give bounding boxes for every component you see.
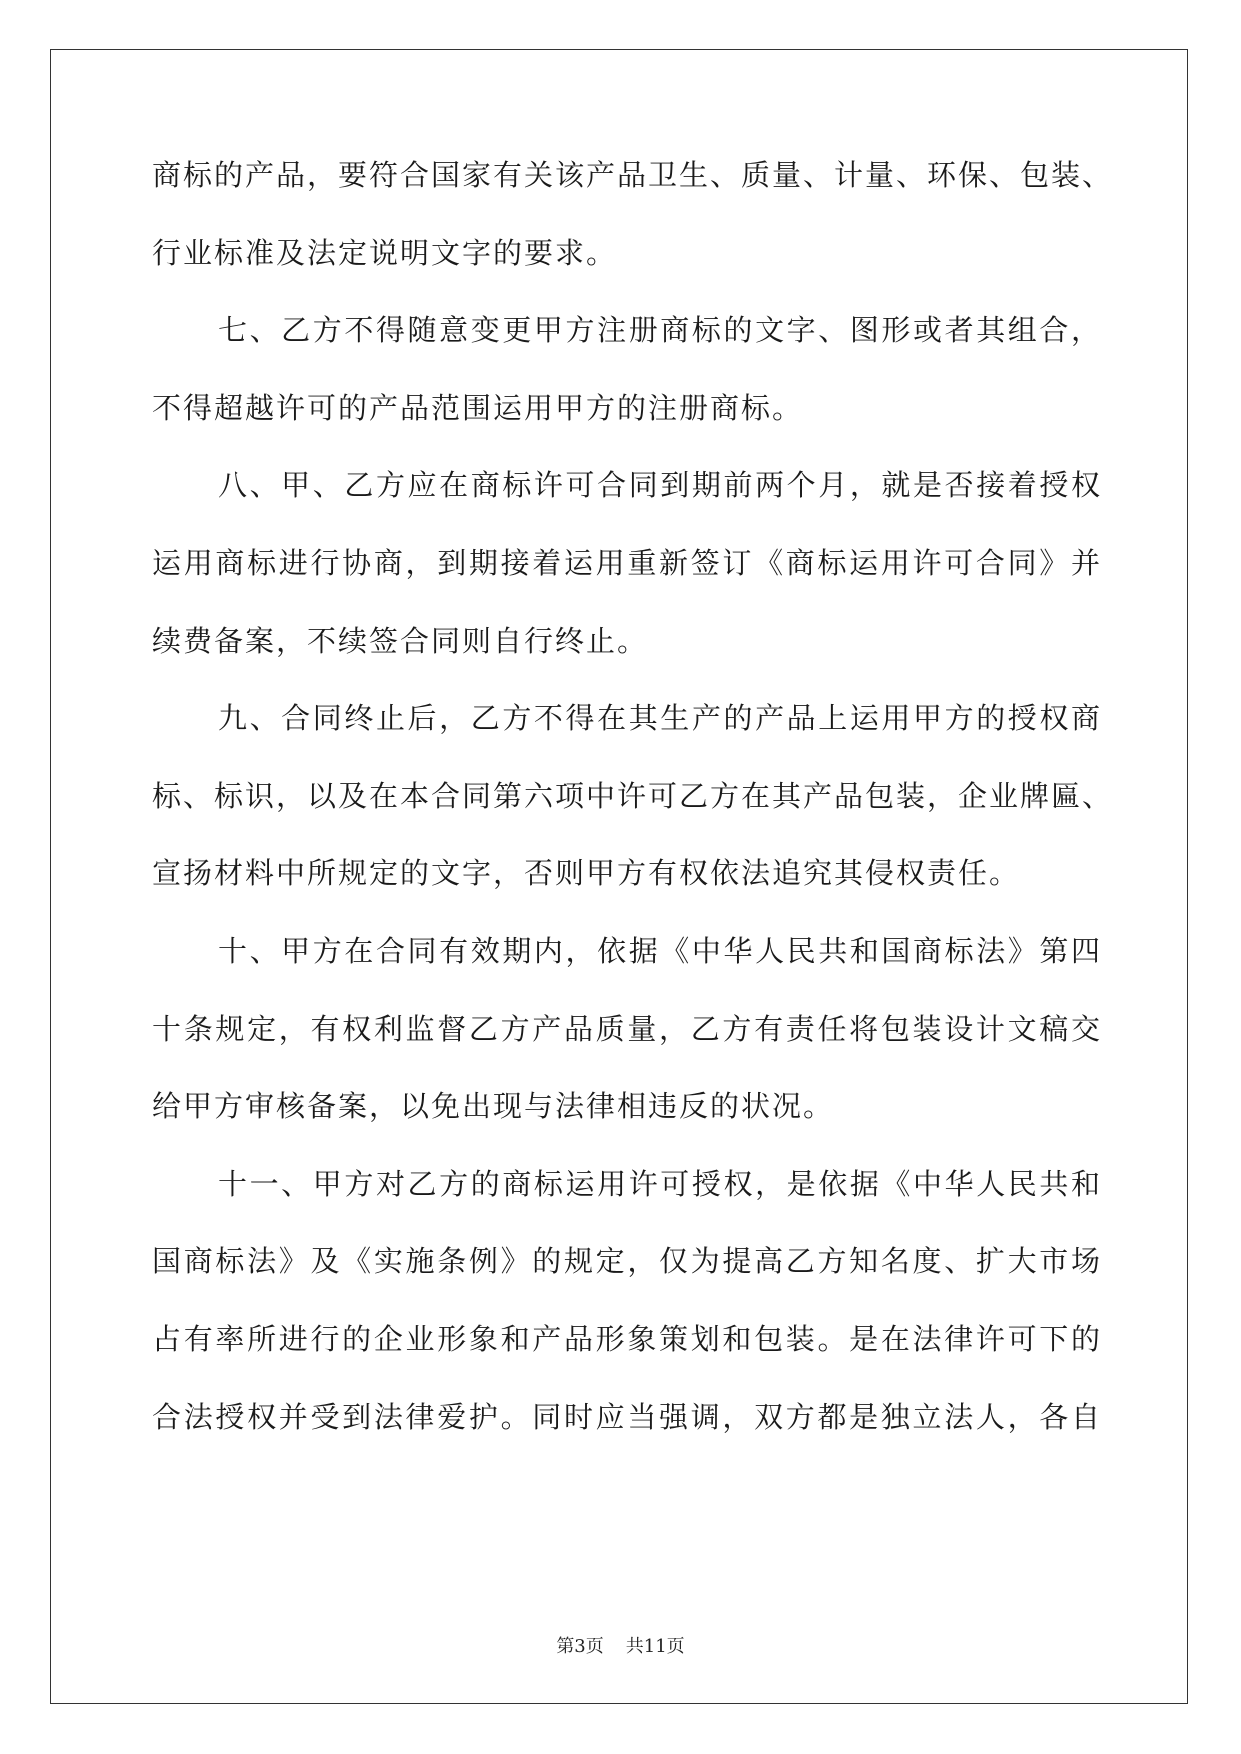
text-line-17: 合法授权并受到法律爱护。同时应当强调，双方都是独立法人，各自 [152,1399,1102,1434]
text-line-6: 运用商标进行协商，到期接着运用重新签订《商标运用许可合同》并 [152,545,1102,580]
text-line-16: 占有率所进行的企业形象和产品形象策划和包装。是在法律许可下的 [152,1321,1102,1356]
text-line-5: 八、甲、乙方应在商标许可合同到期前两个月，就是否接着授权 [218,468,1102,503]
text-line-2: 行业标准及法定说明文字的要求。 [152,235,618,270]
page-footer [0,1632,1241,1658]
page-number: 第3页 [556,1636,604,1657]
text-line-10: 宣扬材料中所规定的文字，否则甲方有权依法追究其侵权责任。 [152,856,1021,891]
text-line-15: 国商标法》及《实施条例》的规定，仅为提高乙方知名度、扩大市场 [152,1244,1102,1279]
page-total: 共11页 [625,1636,685,1657]
text-line-9: 标、标识，以及在本合同第六项中许可乙方在其产品包装，企业牌匾、 [152,778,1114,813]
text-line-11: 十、甲方在合同有效期内，依据《中华人民共和国商标法》第四 [218,933,1102,968]
text-line-7: 续费备案，不续签合同则自行终止。 [152,623,649,658]
document-body [152,158,1114,1479]
text-line-3: 七、乙方不得随意变更甲方注册商标的文字、图形或者其组合， [218,313,1102,348]
text-line-1: 商标的产品，要符合国家有关该产品卫生、质量、计量、环保、包装、 [152,158,1114,192]
text-line-12: 十条规定，有权利监督乙方产品质量，乙方有责任将包装设计文稿交 [152,1011,1102,1046]
text-line-4: 不得超越许可的产品范围运用甲方的注册商标。 [152,390,804,425]
text-line-8: 九、合同终止后，乙方不得在其生产的产品上运用甲方的授权商 [218,701,1102,736]
text-line-13: 给甲方审核备案，以免出现与法律相违反的状况。 [152,1089,835,1124]
text-line-14: 十一、甲方对乙方的商标运用许可授权，是依据《中华人民共和 [218,1166,1102,1201]
